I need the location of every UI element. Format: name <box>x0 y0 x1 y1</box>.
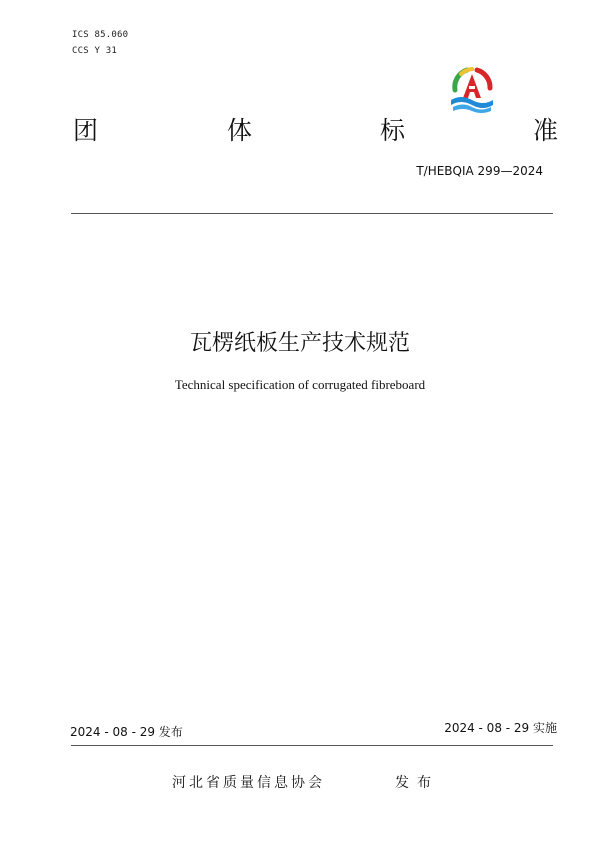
standard-number: T/HEBQIA 299—2024 <box>416 164 543 178</box>
issue-date: 2024 - 08 - 29 发布 <box>70 725 183 739</box>
standard-type-char: 准 <box>533 116 559 145</box>
chinese-title: 瓦楞纸板生产技术规范 <box>189 331 410 356</box>
bottom-divider <box>71 745 553 746</box>
association-logo-icon <box>441 60 503 116</box>
ics-code: ICS 85.060 <box>72 30 129 40</box>
implementation-date: 2024 - 08 - 29 实施 <box>444 721 557 735</box>
standard-type-char: 标 <box>380 116 406 145</box>
english-title: Technical specification of corrugated fibreboard <box>174 377 426 392</box>
standard-type-char: 团 <box>73 116 99 145</box>
standard-type-char: 体 <box>227 116 253 145</box>
top-divider <box>71 213 553 214</box>
ccs-code: CCS Y 31 <box>72 46 117 56</box>
standard-type-heading <box>0 113 600 153</box>
publisher-name: 河北省质量信息协会 <box>172 775 325 791</box>
publish-label: 发布 <box>395 775 439 791</box>
